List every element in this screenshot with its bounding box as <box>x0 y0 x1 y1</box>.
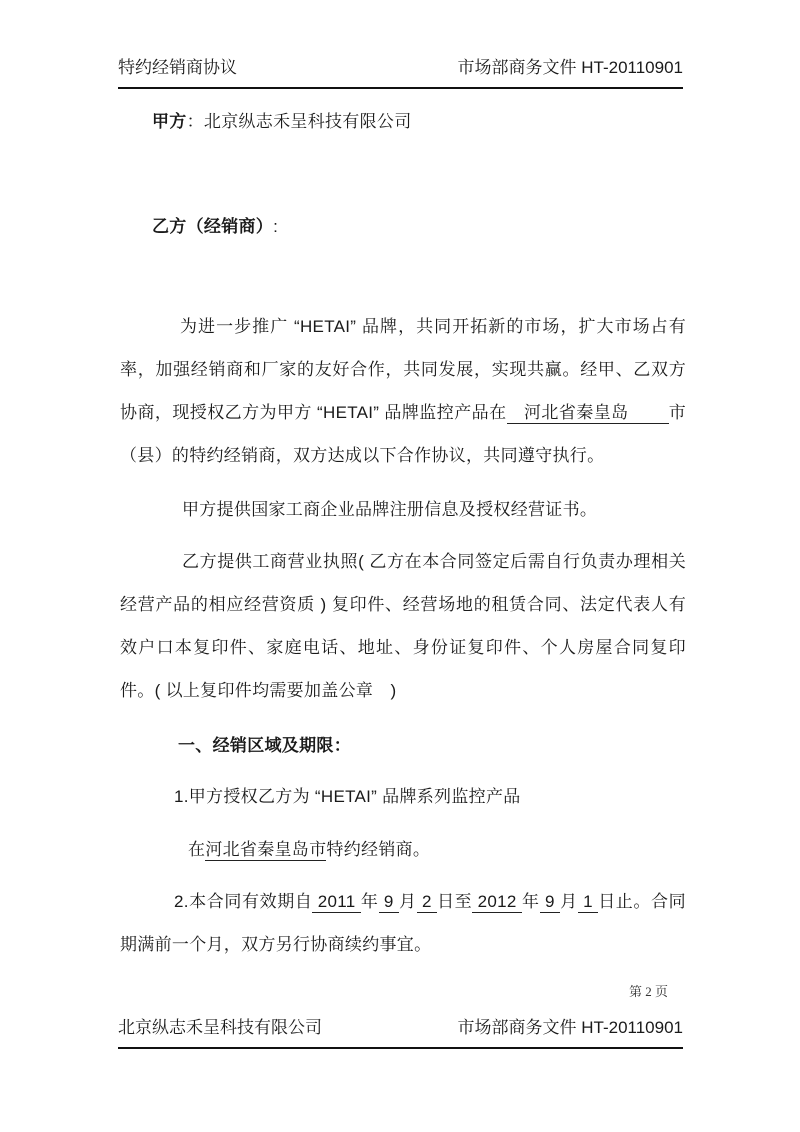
party-b-line <box>120 205 686 248</box>
party-a-line <box>120 100 686 143</box>
page-number: 第 2 页 <box>628 984 668 999</box>
clause-2-paragraph <box>120 880 686 966</box>
intro-paragraph <box>120 305 686 477</box>
underlined-fill-in-segment: 2012 <box>472 892 523 911</box>
party-a-label: 甲方 <box>152 112 187 131</box>
footer-doc-number: 市场部商务文件 HT-20110901 <box>457 1018 683 1037</box>
underlined-fill-in-segment: 2011 <box>312 892 361 911</box>
party-b-colon: : <box>273 217 279 236</box>
party-a-obligation-paragraph: 甲方提供国家工商企业品牌注册信息及授权经营证书。 <box>182 500 598 519</box>
underlined-fill-in-segment: 河北省秦皇岛市 <box>205 840 327 859</box>
text-segment: 年 <box>360 892 379 911</box>
document-body <box>120 100 686 966</box>
party-a-value: ：北京纵志禾呈科技有限公司 <box>186 112 412 131</box>
section-1-heading: 一、经销区域及期限： <box>178 736 351 755</box>
text-segment: 特约经销商。 <box>326 840 431 859</box>
page-footer <box>118 1018 683 1049</box>
party-b-label: 乙方（经销商） <box>152 217 274 236</box>
page-header <box>118 58 683 89</box>
text-segment: 日止。合同期满前一个月，双方另行协商续约事宜。 <box>120 892 686 954</box>
clause-1-line-1: 1.甲方授权乙方为 “HETAI” 品牌系列监控产品 <box>174 787 521 806</box>
footer-company: 北京纵志禾呈科技有限公司 <box>118 1018 322 1037</box>
underlined-fill-in-segment: 1 <box>577 892 599 911</box>
text-segment: 年 <box>522 892 540 911</box>
text-segment: 日至 <box>437 892 473 911</box>
text-segment: 2.本合同有效期自 <box>174 892 313 911</box>
text-segment: 月 <box>560 892 578 911</box>
underlined-fill-in-segment: 9 <box>378 892 399 911</box>
underlined-fill-in-segment: 9 <box>539 892 561 911</box>
header-doc-number: 市场部商务文件 HT-20110901 <box>457 58 683 77</box>
header-title: 特约经销商协议 <box>118 58 237 77</box>
text-segment: 为进一步推广 “HETAI” 品牌，共同开拓新的市场，扩大市场占有率，加强经销商和厂家的友好合作，共同发展，实现共赢。经甲、乙双方协商，现授权乙方为甲方 “HETAI” 品牌监控产品在 <box>120 317 686 422</box>
underlined-fill-in-segment: 2 <box>416 892 438 911</box>
party-b-obligation-paragraph: 乙方提供工商营业执照( 乙方在本合同签定后需自行负责办理相关经营产品的相应经营资质 ) 复印件、经营场地的租赁合同、法定代表人有效户口本复印件、家庭电话、地址、身份证复印件、个人房屋合同复印件。( 以上复印件均需要加盖公章 ) <box>120 552 686 700</box>
text-segment: 在 <box>188 840 206 859</box>
text-segment: 月 <box>398 892 417 911</box>
clause-1-line-2 <box>120 828 686 871</box>
underlined-fill-in-segment: 河北省秦皇岛 <box>506 403 669 422</box>
text-segment: 市（县）的特约经销商，双方达成以下合作协议，共同遵守执行。 <box>120 403 686 465</box>
